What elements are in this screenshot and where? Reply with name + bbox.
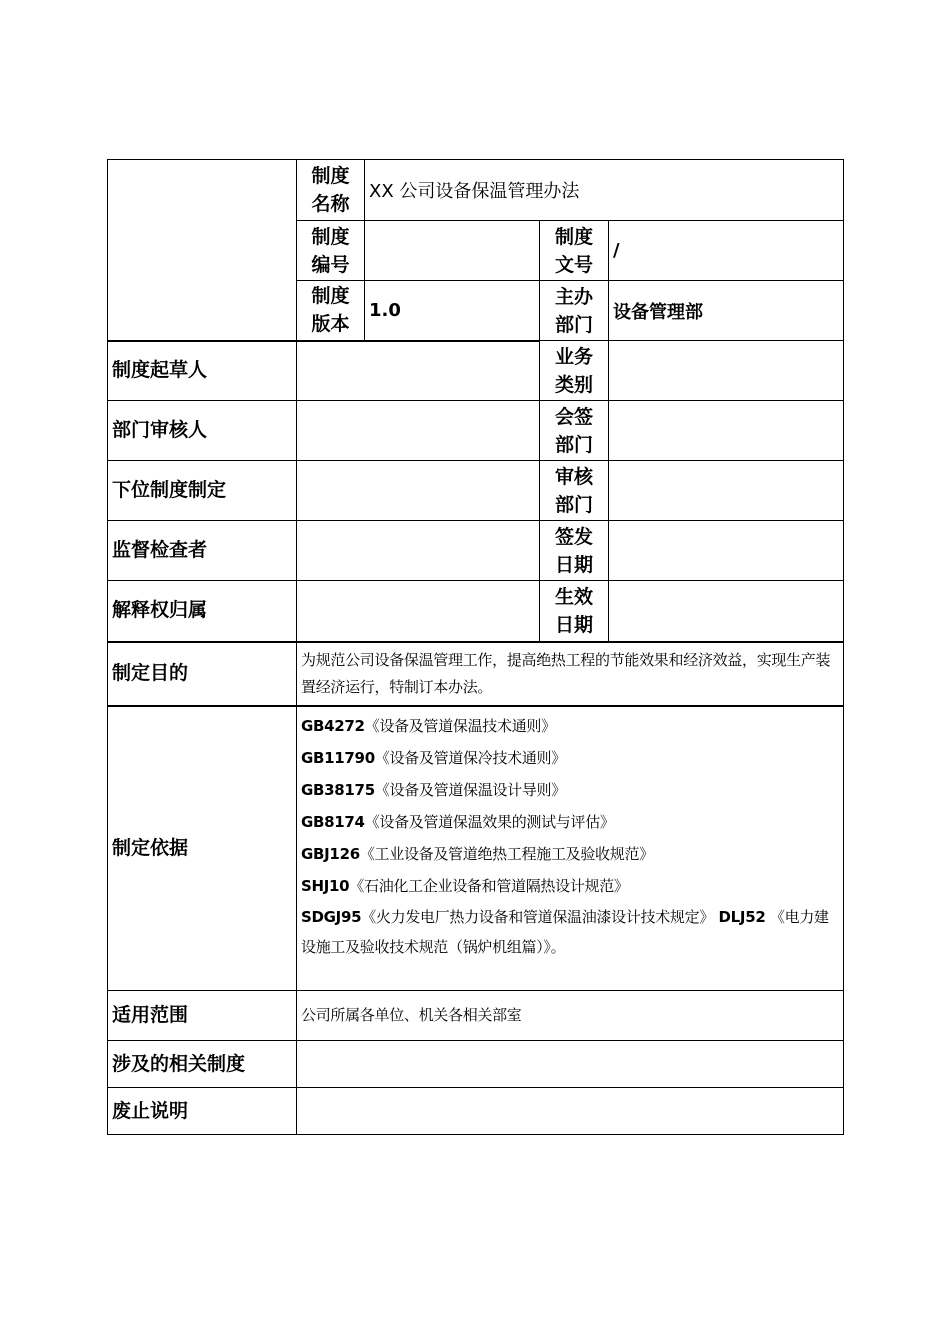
drafter-label: 制度起草人 (108, 341, 297, 401)
effective-date-label: 生效 日期 (540, 581, 609, 642)
related-label: 涉及的相关制度 (108, 1041, 297, 1088)
dept-label: 主办 部门 (540, 281, 609, 341)
basis-item: SHJ10《石油化工企业设备和管道隔热设计规范》 (301, 876, 629, 895)
regulation-info-table (107, 159, 844, 1135)
meta-row-interpretation (108, 581, 844, 642)
abolish-row (108, 1088, 844, 1135)
meta-row-supervisor (108, 521, 844, 581)
issue-date-value (609, 521, 844, 581)
countersign-value (609, 401, 844, 461)
interpretation-value (297, 581, 540, 642)
scope-text: 公司所属各单位、机关各相关部室 (297, 991, 844, 1041)
interpretation-label: 解释权归属 (108, 581, 297, 642)
basis-item: GB38175《设备及管道保温设计导则》 (301, 780, 566, 799)
purpose-label: 制定目的 (108, 642, 297, 706)
code-value (365, 221, 540, 281)
basis-label: 制定依据 (108, 706, 297, 991)
basis-item: GB8174《设备及管道保温效果的测试与评估》 (301, 812, 615, 831)
audit-dept-label: 审核 部门 (540, 461, 609, 521)
code-label: 制度 编号 (297, 221, 365, 281)
docno-label: 制度 文号 (540, 221, 609, 281)
meta-row-drafter (108, 341, 844, 401)
basis-row (108, 706, 844, 991)
reviewer-label: 部门审核人 (108, 401, 297, 461)
scope-label: 适用范围 (108, 991, 297, 1041)
dept-value: 设备管理部 (609, 281, 844, 341)
issue-date-label: 签发 日期 (540, 521, 609, 581)
docno-value: / (609, 221, 844, 281)
related-text (297, 1041, 844, 1088)
meta-row-reviewer (108, 401, 844, 461)
name-row (108, 160, 844, 221)
purpose-text: 为规范公司设备保温管理工作，提高绝热工程的节能效果和经济效益，实现生产装置经济运行，特制订本办法。 (297, 642, 844, 706)
meta-row-subordinate (108, 461, 844, 521)
business-type-label: 业务 类别 (540, 341, 609, 401)
name-value: XX 公司设备保温管理办法 (365, 160, 844, 221)
subordinate-label: 下位制度制定 (108, 461, 297, 521)
name-label: 制度 名称 (297, 160, 365, 221)
business-type-value (609, 341, 844, 401)
related-row (108, 1041, 844, 1088)
supervisor-label: 监督检查者 (108, 521, 297, 581)
reviewer-value (297, 401, 540, 461)
version-value: 1.0 (365, 281, 540, 341)
purpose-row (108, 642, 844, 706)
abolish-text (297, 1088, 844, 1135)
supervisor-value (297, 521, 540, 581)
countersign-label: 会签 部门 (540, 401, 609, 461)
version-label: 制度 版本 (297, 281, 365, 341)
basis-item: GB4272《设备及管道保温技术通则》 (301, 716, 556, 735)
basis-item: GB11790《设备及管道保冷技术通则》 (301, 748, 566, 767)
audit-dept-value (609, 461, 844, 521)
basis-item-last: SDGJ95《火力发电厂热力设备和管道保温油漆设计技术规定》 DLJ52 《电力建设施工及验收技术规范（锅炉机组篇）》。 (301, 907, 829, 956)
basis-list (297, 706, 844, 991)
basis-item: GBJ126《工业设备及管道绝热工程施工及验收规范》 (301, 844, 654, 863)
subordinate-value (297, 461, 540, 521)
blank-header-cell (108, 160, 297, 341)
abolish-label: 废止说明 (108, 1088, 297, 1135)
effective-date-value (609, 581, 844, 642)
scope-row (108, 991, 844, 1041)
drafter-value (297, 341, 540, 401)
